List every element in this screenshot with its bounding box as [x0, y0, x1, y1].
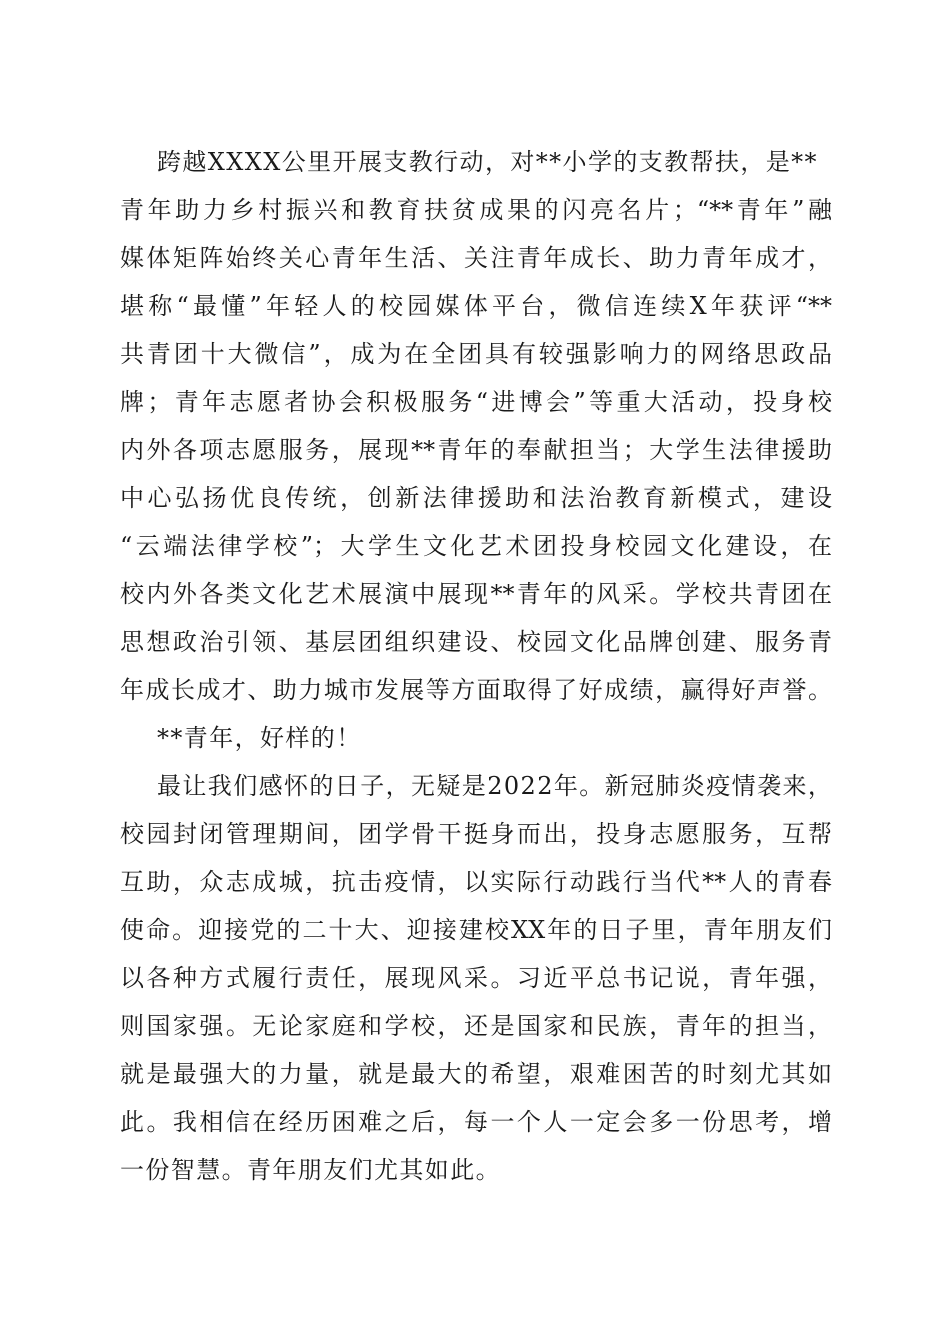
paragraph-line: 此。我相信在经历困难之后，每一个人一定会多一份思考，增: [120, 1108, 832, 1136]
document-body: [120, 138, 832, 1194]
paragraph-line: 青年助力乡村振兴和教育扶贫成果的闪亮名片；“**青年”融: [120, 196, 832, 224]
paragraph-support-teaching: [120, 138, 832, 714]
paragraph-well-done: [120, 714, 832, 762]
paragraph-line: 则国家强。无论家庭和学校，还是国家和民族，青年的担当，: [120, 1012, 832, 1040]
paragraph-line: 媒体矩阵始终关心青年生活、关注青年成长、助力青年成才，: [120, 244, 832, 272]
paragraph-line: 内外各项志愿服务，展现**青年的奉献担当；大学生法律援助: [120, 436, 832, 464]
paragraph-line: 年成长成才、助力城市发展等方面取得了好成绩，赢得好声誉。: [120, 676, 832, 704]
paragraph-line: 互助，众志成城，抗击疫情，以实际行动践行当代**人的青春: [120, 868, 832, 896]
paragraph-line: 共青团十大微信”，成为在全团具有较强影响力的网络思政品: [120, 340, 832, 368]
paragraph-line: “云端法律学校”；大学生文化艺术团投身校园文化建设，在: [120, 532, 832, 560]
paragraph-line: 一份智慧。青年朋友们尤其如此。: [120, 1156, 501, 1184]
paragraph-line: 最让我们感怀的日子，无疑是2022年。新冠肺炎疫情袭来，: [157, 772, 834, 800]
paragraph-line: 思想政治引领、基层团组织建设、校园文化品牌创建、服务青: [120, 628, 832, 656]
paragraph-line: 跨越XXXX公里开展支教行动，对**小学的支教帮扶，是**: [157, 148, 818, 176]
paragraph-line: 中心弘扬优良传统，创新法律援助和法治教育新模式，建设: [120, 484, 832, 512]
paragraph-line: 以各种方式履行责任，展现风采。习近平总书记说，青年强，: [120, 964, 832, 992]
paragraph-memorable-days: [120, 762, 832, 1194]
paragraph-line: 牌；青年志愿者协会积极服务“进博会”等重大活动，投身校: [120, 388, 832, 416]
paragraph-line: 就是最强大的力量，就是最大的希望，艰难困苦的时刻尤其如: [120, 1060, 832, 1088]
paragraph-line: 校园封闭管理期间，团学骨干挺身而出，投身志愿服务，互帮: [120, 820, 832, 848]
paragraph-line: 校内外各类文化艺术展演中展现**青年的风采。学校共青团在: [120, 580, 832, 608]
paragraph-line: 使命。迎接党的二十大、迎接建校XX年的日子里，青年朋友们: [120, 916, 832, 944]
paragraph-line: 堪称“最懂”年轻人的校园媒体平台，微信连续X年获评“**: [120, 292, 832, 320]
paragraph-line: **青年，好样的！: [157, 724, 362, 752]
